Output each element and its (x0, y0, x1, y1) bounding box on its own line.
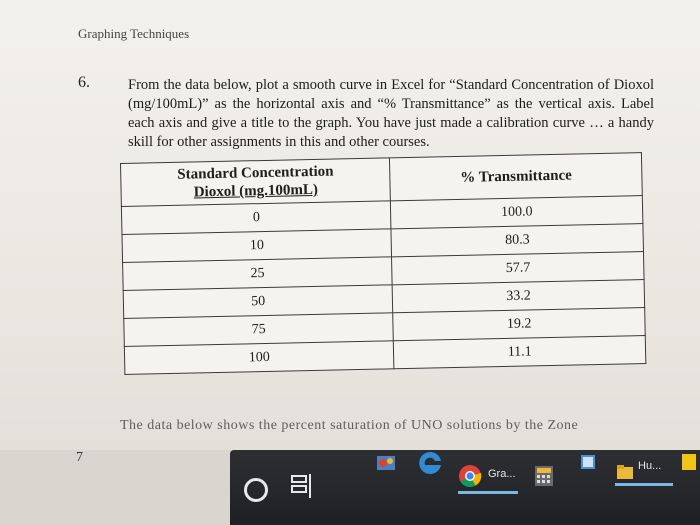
cell-concentration: 0 (121, 201, 391, 235)
next-question-number: 7 (76, 450, 83, 465)
windows-taskbar (230, 450, 700, 525)
cell-transmittance: 11.1 (394, 336, 646, 369)
data-table (120, 152, 646, 375)
file-explorer-icon[interactable] (615, 462, 635, 482)
cortana-search-icon[interactable] (244, 478, 268, 502)
cell-concentration: 10 (122, 229, 392, 263)
chrome-taskbar-label[interactable]: Gra... (488, 468, 516, 480)
second-app-active-indicator (615, 483, 673, 486)
cell-transmittance: 80.3 (391, 224, 643, 257)
question-text: From the data below, plot a smooth curve in Excel for “Standard Concentration of Dioxol (mg/100mL)” as the horizontal axis and “% Transmittance” as the vertical axis. Label each axis and give a title to the graph. You have just made a calibration curve … a handy skill for other assignments in this and other courses. (128, 77, 654, 150)
question-number: 6. (78, 74, 90, 91)
sticky-notes-icon[interactable] (680, 452, 698, 472)
notes-app-icon[interactable] (578, 452, 598, 472)
cell-transmittance: 33.2 (393, 280, 645, 313)
cell-transmittance: 57.7 (392, 252, 644, 285)
calculator-icon[interactable] (532, 464, 556, 488)
cell-transmittance: 100.0 (391, 196, 643, 229)
task-view-icon[interactable] (290, 472, 314, 502)
header-concentration-line2: Dioxol (mg.100mL) (193, 181, 319, 201)
document-header-title: Graphing Techniques (78, 26, 190, 41)
cut-off-text: The data below shows the percent saturation of UNO solutions by the Zone (120, 418, 579, 433)
cell-concentration: 50 (123, 285, 393, 319)
header-concentration (121, 158, 391, 207)
chrome-active-indicator (458, 491, 518, 494)
snip-tool-icon[interactable] (375, 452, 397, 474)
header-transmittance: % Transmittance (390, 153, 642, 201)
second-app-taskbar-label[interactable]: Hu... (638, 460, 662, 472)
header-concentration-line1: Standard Concentration (177, 163, 334, 183)
chrome-icon[interactable] (458, 464, 482, 488)
cell-concentration: 100 (124, 341, 394, 375)
edge-browser-icon[interactable] (417, 450, 443, 476)
cell-concentration: 25 (123, 257, 393, 291)
cell-concentration: 75 (124, 313, 394, 347)
cell-transmittance: 19.2 (393, 308, 645, 341)
